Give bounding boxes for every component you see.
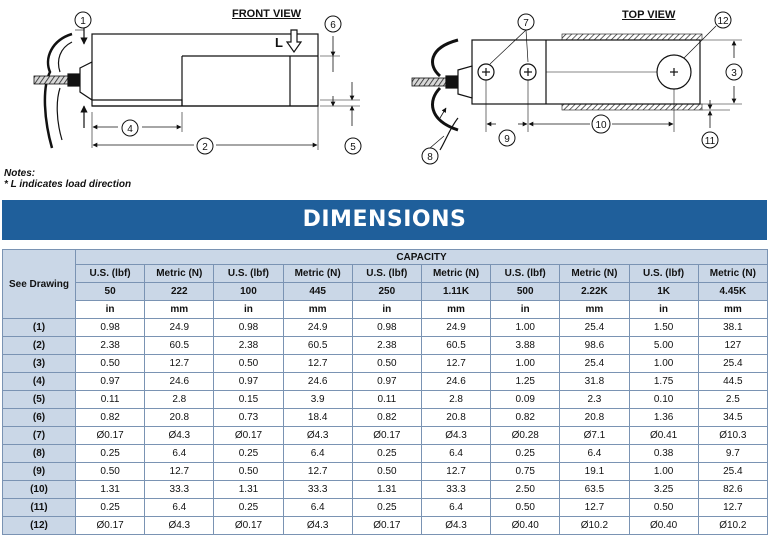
table-cell: Ø4.3 (145, 427, 214, 445)
capacities-cell: 2.22K (560, 283, 629, 301)
length_units-cell: mm (560, 301, 629, 319)
callout-9: 9 (504, 134, 510, 145)
unit_headers-cell: Metric (N) (421, 265, 490, 283)
table-cell: Ø0.40 (491, 517, 560, 535)
table-cell: Ø0.17 (76, 517, 145, 535)
table-cell: 0.98 (214, 319, 283, 337)
length_units-cell: in (491, 301, 560, 319)
table-row (3, 517, 768, 535)
table-cell: 0.50 (214, 463, 283, 481)
table-cell: Ø0.17 (352, 517, 421, 535)
table-cell: 3.88 (491, 337, 560, 355)
table-cell: 6.4 (421, 499, 490, 517)
table-cell: 1.31 (214, 481, 283, 499)
table-cell: 127 (698, 337, 767, 355)
unit_headers-cell: Metric (N) (145, 265, 214, 283)
row-label: (11) (3, 499, 76, 517)
table-cell: Ø4.3 (421, 517, 490, 535)
table-row (3, 391, 768, 409)
table-cell: 1.36 (629, 409, 698, 427)
length_units-cell: mm (283, 301, 352, 319)
length_units-cell: in (214, 301, 283, 319)
unit_headers-cell: Metric (N) (283, 265, 352, 283)
table-cell: 6.4 (560, 445, 629, 463)
capacities-cell: 1.11K (421, 283, 490, 301)
callout-3: 3 (731, 68, 737, 79)
capacities-cell: 4.45K (698, 283, 767, 301)
table-cell: 63.5 (560, 481, 629, 499)
table-cell: 2.50 (491, 481, 560, 499)
table-cell: 2.38 (352, 337, 421, 355)
row-label: (12) (3, 517, 76, 535)
table-cell: 0.10 (629, 391, 698, 409)
table-row (3, 427, 768, 445)
table-cell: 0.15 (214, 391, 283, 409)
capacities-cell: 500 (491, 283, 560, 301)
table-cell: 0.97 (352, 373, 421, 391)
capacities-cell: 222 (145, 283, 214, 301)
table-cell: 12.7 (421, 355, 490, 373)
callout-6: 6 (330, 20, 336, 31)
table-cell: 98.6 (560, 337, 629, 355)
table-cell: 6.4 (145, 499, 214, 517)
dimensions-table-body (3, 250, 768, 535)
load-marker: L (275, 35, 283, 50)
row-label: (4) (3, 373, 76, 391)
table-cell: 0.25 (491, 445, 560, 463)
callout-5: 5 (350, 142, 356, 153)
capacity-values-row (3, 283, 768, 301)
notes-load-direction: * L indicates load direction (4, 179, 132, 190)
callout-8: 8 (427, 152, 433, 163)
table-row (3, 445, 768, 463)
table-cell: 25.4 (560, 355, 629, 373)
table-cell: 60.5 (283, 337, 352, 355)
table-row (3, 373, 768, 391)
table-row (3, 337, 768, 355)
table-cell: 1.50 (629, 319, 698, 337)
table-cell: 0.98 (352, 319, 421, 337)
table-cell: 25.4 (698, 463, 767, 481)
callout-7: 7 (523, 18, 529, 29)
capacity-header-row (3, 250, 768, 265)
table-cell: 6.4 (283, 445, 352, 463)
see-drawing-header: See Drawing (3, 250, 76, 319)
length_units-cell: mm (145, 301, 214, 319)
table-cell: 60.5 (145, 337, 214, 355)
table-cell: 1.31 (76, 481, 145, 499)
length_units-cell: in (352, 301, 421, 319)
table-cell: Ø10.2 (560, 517, 629, 535)
length_units-cell: in (76, 301, 145, 319)
table-cell: 2.8 (421, 391, 490, 409)
table-cell: 0.50 (352, 463, 421, 481)
row-label: (2) (3, 337, 76, 355)
row-label: (8) (3, 445, 76, 463)
table-cell: 24.6 (283, 373, 352, 391)
row-label: (9) (3, 463, 76, 481)
table-row (3, 355, 768, 373)
table-cell: 3.9 (283, 391, 352, 409)
unit_headers-cell: U.S. (lbf) (629, 265, 698, 283)
table-cell: 33.3 (145, 481, 214, 499)
table-cell: 6.4 (421, 445, 490, 463)
table-cell: 18.4 (283, 409, 352, 427)
table-cell: 12.7 (421, 463, 490, 481)
length-units-row (3, 301, 768, 319)
table-cell: 0.25 (214, 445, 283, 463)
dimensions-banner: DIMENSIONS (2, 200, 767, 240)
table-cell: Ø0.40 (629, 517, 698, 535)
table-cell: 0.50 (76, 355, 145, 373)
table-cell: 0.82 (76, 409, 145, 427)
capacity-header: CAPACITY (76, 250, 768, 265)
table-cell: 1.75 (629, 373, 698, 391)
table-cell: 0.50 (76, 463, 145, 481)
table-cell: 82.6 (698, 481, 767, 499)
table-cell: 2.5 (698, 391, 767, 409)
row-label: (10) (3, 481, 76, 499)
table-cell: Ø10.3 (698, 427, 767, 445)
table-cell: 31.8 (560, 373, 629, 391)
table-cell: 0.50 (214, 355, 283, 373)
table-cell: Ø4.3 (283, 517, 352, 535)
row-label: (7) (3, 427, 76, 445)
table-cell: Ø0.41 (629, 427, 698, 445)
table-cell: 60.5 (421, 337, 490, 355)
row-label: (1) (3, 319, 76, 337)
table-cell: 0.75 (491, 463, 560, 481)
table-cell: 0.38 (629, 445, 698, 463)
table-cell: Ø4.3 (145, 517, 214, 535)
table-cell: 0.98 (76, 319, 145, 337)
table-row (3, 499, 768, 517)
table-cell: 24.6 (421, 373, 490, 391)
table-cell: 2.38 (76, 337, 145, 355)
table-cell: 0.82 (491, 409, 560, 427)
unit_headers-cell: U.S. (lbf) (491, 265, 560, 283)
table-cell: 0.97 (76, 373, 145, 391)
table-cell: 12.7 (283, 463, 352, 481)
callout-4: 4 (127, 124, 133, 135)
table-cell: 2.38 (214, 337, 283, 355)
table-row (3, 319, 768, 337)
unit_headers-cell: Metric (N) (560, 265, 629, 283)
front-view (34, 24, 360, 150)
unit_headers-cell: Metric (N) (698, 265, 767, 283)
table-cell: 44.5 (698, 373, 767, 391)
table-cell: 0.09 (491, 391, 560, 409)
table-row (3, 409, 768, 427)
table-cell: 0.82 (352, 409, 421, 427)
table-cell: 0.25 (352, 445, 421, 463)
table-cell: 1.00 (629, 463, 698, 481)
table-cell: Ø0.17 (214, 427, 283, 445)
unit-header-row (3, 265, 768, 283)
table-cell: 33.3 (283, 481, 352, 499)
table-cell: 0.97 (214, 373, 283, 391)
table-cell: 0.50 (629, 499, 698, 517)
table-cell: Ø4.3 (283, 427, 352, 445)
table-cell: 20.8 (145, 409, 214, 427)
table-cell: 0.73 (214, 409, 283, 427)
table-cell: 19.1 (560, 463, 629, 481)
row-label: (5) (3, 391, 76, 409)
table-cell: 12.7 (145, 463, 214, 481)
table-cell: 12.7 (283, 355, 352, 373)
table-cell: 24.9 (145, 319, 214, 337)
table-cell: 0.25 (76, 499, 145, 517)
table-cell: 25.4 (698, 355, 767, 373)
table-cell: Ø0.17 (76, 427, 145, 445)
length_units-cell: mm (421, 301, 490, 319)
table-cell: 24.6 (145, 373, 214, 391)
capacities-cell: 1K (629, 283, 698, 301)
table-cell: 20.8 (421, 409, 490, 427)
unit_headers-cell: U.S. (lbf) (352, 265, 421, 283)
table-cell: 25.4 (560, 319, 629, 337)
length_units-cell: mm (698, 301, 767, 319)
table-cell: Ø4.3 (421, 427, 490, 445)
table-cell: Ø10.2 (698, 517, 767, 535)
unit_headers-cell: U.S. (lbf) (76, 265, 145, 283)
table-cell: Ø0.17 (352, 427, 421, 445)
table-cell: 2.3 (560, 391, 629, 409)
table-cell: Ø7.1 (560, 427, 629, 445)
table-cell: 12.7 (698, 499, 767, 517)
top-view-title: TOP VIEW (622, 9, 676, 21)
table-cell: 0.25 (76, 445, 145, 463)
table-cell: Ø0.17 (214, 517, 283, 535)
unit_headers-cell: U.S. (lbf) (214, 265, 283, 283)
table-cell: 1.31 (352, 481, 421, 499)
table-cell: 5.00 (629, 337, 698, 355)
notes-heading: Notes: (4, 168, 36, 179)
callout-11: 11 (704, 136, 716, 147)
callout-1: 1 (80, 16, 86, 27)
table-cell: 24.9 (283, 319, 352, 337)
table-cell: 6.4 (283, 499, 352, 517)
callout-12: 12 (717, 16, 729, 27)
table-cell: 34.5 (698, 409, 767, 427)
table-cell: 20.8 (560, 409, 629, 427)
dimensions-table (2, 249, 768, 535)
table-cell: 3.25 (629, 481, 698, 499)
capacities-cell: 250 (352, 283, 421, 301)
table-cell: Ø0.28 (491, 427, 560, 445)
table-cell: 2.8 (145, 391, 214, 409)
table-cell: 12.7 (145, 355, 214, 373)
table-cell: 0.11 (352, 391, 421, 409)
callout-10: 10 (595, 120, 607, 131)
table-cell: 0.50 (491, 499, 560, 517)
table-cell: 0.25 (352, 499, 421, 517)
row-label: (3) (3, 355, 76, 373)
table-row (3, 463, 768, 481)
table-cell: 24.9 (421, 319, 490, 337)
table-cell: 12.7 (560, 499, 629, 517)
notes (4, 168, 131, 190)
capacities-cell: 445 (283, 283, 352, 301)
table-row (3, 481, 768, 499)
top-view (412, 26, 742, 150)
table-cell: 33.3 (421, 481, 490, 499)
table-cell: 6.4 (145, 445, 214, 463)
table-cell: 1.25 (491, 373, 560, 391)
capacities-cell: 100 (214, 283, 283, 301)
table-cell: 38.1 (698, 319, 767, 337)
table-cell: 1.00 (629, 355, 698, 373)
table-cell: 0.25 (214, 499, 283, 517)
table-cell: 0.50 (352, 355, 421, 373)
callout-2: 2 (202, 142, 208, 153)
capacities-cell: 50 (76, 283, 145, 301)
table-cell: 0.11 (76, 391, 145, 409)
table-cell: 1.00 (491, 319, 560, 337)
row-label: (6) (3, 409, 76, 427)
front-view-title: FRONT VIEW (232, 8, 302, 20)
table-cell: 1.00 (491, 355, 560, 373)
length_units-cell: in (629, 301, 698, 319)
table-cell: 9.7 (698, 445, 767, 463)
